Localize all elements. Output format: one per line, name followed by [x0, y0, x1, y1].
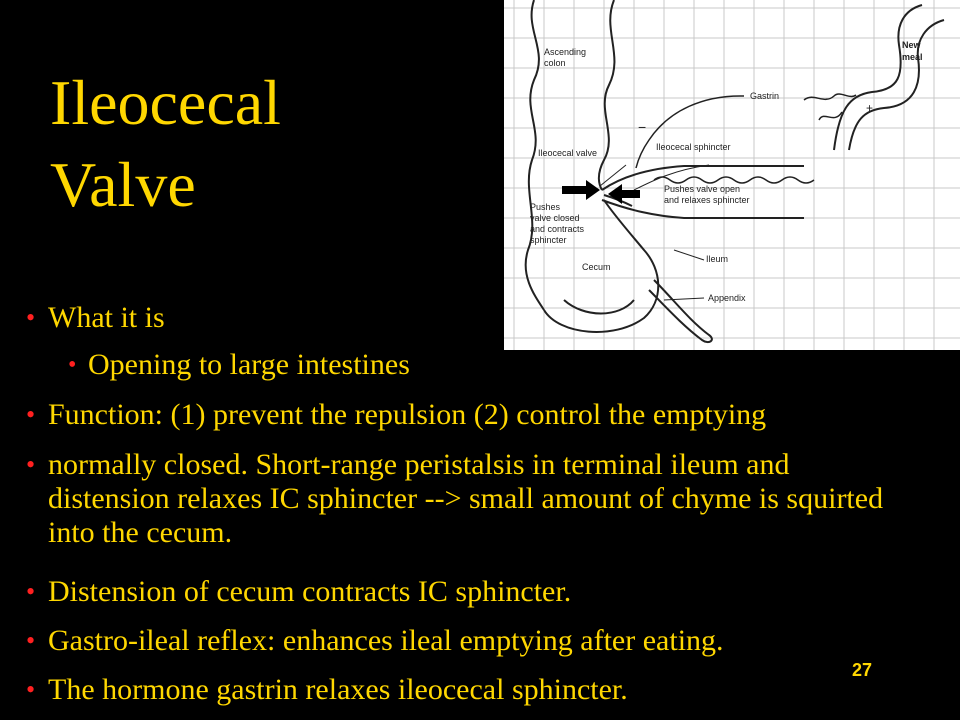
label-ileum: Ileum — [706, 254, 729, 264]
bullet-text: normally closed. Short-range peristalsis in terminal ileum and distension relaxes IC sphincter --> small amount of chyme is squirted into the cecum. — [48, 448, 884, 549]
label-ascending-colon-1: Ascending — [544, 47, 587, 57]
label-new-meal-1: New — [902, 40, 921, 50]
label-minus: − — [638, 119, 647, 135]
bullet-dot: • — [26, 577, 36, 606]
sub-bullet-item — [68, 347, 410, 383]
bullet-dot: • — [26, 450, 36, 479]
anatomy-drawing — [526, 0, 944, 342]
bullet-item — [26, 397, 767, 433]
label-ascending-colon-2: colon — [544, 58, 566, 68]
push-closed-arrow — [562, 180, 600, 200]
bullet-dot: • — [26, 400, 36, 429]
bullet-text: Gastro-ileal reflex: enhances ileal emptying after eating. — [48, 624, 724, 657]
bullet-text: Function: (1) prevent the repulsion (2) control the emptying — [48, 398, 767, 431]
page-number: 27 — [852, 660, 873, 680]
bullet-dot: • — [26, 626, 36, 655]
label-plus: + — [866, 101, 874, 115]
label-pushes-closed-3: and contracts — [530, 224, 585, 234]
ileocecal-diagram — [504, 0, 960, 350]
bullet-dot: • — [26, 675, 36, 704]
title-line-1: Ileocecal — [50, 67, 281, 138]
diagram-svg — [504, 0, 960, 350]
bullet-item — [26, 448, 908, 550]
bullet-text: What it is — [48, 301, 165, 334]
label-pushes-open-2: and relaxes sphincter — [664, 195, 750, 205]
label-new-meal-2: meal — [902, 52, 923, 62]
label-ileocecal-valve: Ileocecal valve — [538, 148, 598, 158]
label-pushes-closed-2: valve closed — [530, 213, 580, 223]
label-pushes-open-1: Pushes valve open — [664, 184, 741, 194]
bullet-item — [26, 574, 572, 610]
bullet-text: The hormone gastrin relaxes ileocecal sphincter. — [48, 673, 628, 706]
label-pushes-closed-1: Pushes — [530, 202, 561, 212]
bullet-dot: • — [68, 352, 77, 378]
label-appendix: Appendix — [708, 293, 746, 303]
bullet-dot: • — [26, 303, 36, 332]
label-ileocecal-sphincter: Ileocecal sphincter — [656, 142, 731, 152]
label-cecum: Cecum — [582, 262, 611, 272]
slide-title — [50, 62, 281, 226]
label-gastrin: Gastrin — [750, 91, 780, 101]
bullet-item — [26, 623, 724, 659]
bullet-text: Opening to large intestines — [88, 348, 410, 381]
push-open-arrow — [608, 184, 640, 204]
bullet-item — [26, 300, 165, 336]
label-pushes-closed-4: sphincter — [530, 235, 567, 245]
bullet-item — [26, 672, 628, 708]
title-line-2: Valve — [50, 149, 196, 220]
diagram-labels — [530, 40, 923, 303]
bullet-text: Distension of cecum contracts IC sphincter. — [48, 575, 572, 608]
